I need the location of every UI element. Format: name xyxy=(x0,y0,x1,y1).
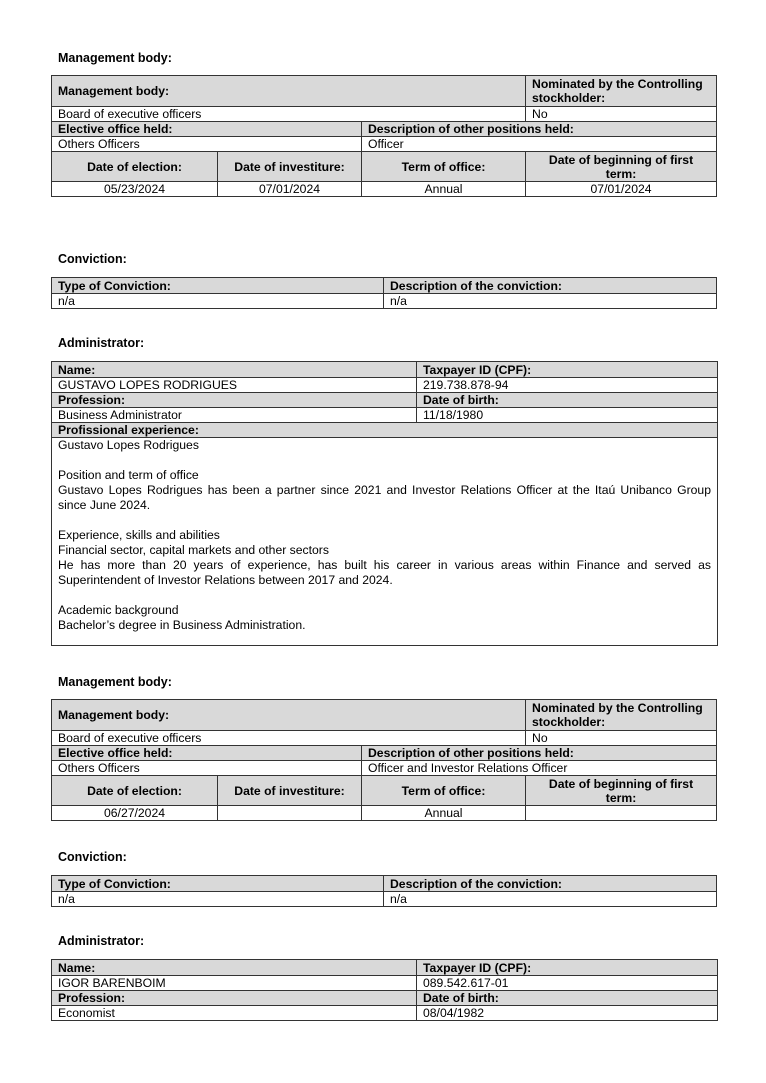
conviction-type-label: Type of Conviction: xyxy=(52,278,384,294)
conviction-table-1 xyxy=(51,277,717,309)
nominated-label: Nominated by the Controlling stockholder: xyxy=(526,700,717,731)
election-label: Date of election: xyxy=(52,152,218,182)
nominated-label: Nominated by the Controlling stockholder: xyxy=(526,76,717,107)
other-positions-value: Officer xyxy=(362,137,717,152)
profession-value: Economist xyxy=(52,1006,417,1021)
birth-label: Date of birth: xyxy=(417,991,718,1006)
administrator-table-2 xyxy=(51,959,718,1021)
conviction-table-2 xyxy=(51,875,717,907)
cpf-value: 219.738.878-94 xyxy=(417,378,718,393)
election-value: 06/27/2024 xyxy=(52,806,218,821)
term-label: Term of office: xyxy=(362,776,526,806)
management-body-table-2 xyxy=(51,699,717,821)
first-term-value xyxy=(526,806,717,821)
mgmt-label: Management body: xyxy=(52,76,526,107)
other-positions-label: Description of other positions held: xyxy=(362,122,717,137)
name-label: Name: xyxy=(52,960,417,976)
elective-label: Elective office held: xyxy=(52,746,362,761)
investiture-label: Date of investiture: xyxy=(218,776,362,806)
profession-label: Profession: xyxy=(52,393,417,408)
first-term-label: Date of beginning of first term: xyxy=(526,776,717,806)
birth-value: 11/18/1980 xyxy=(417,408,718,423)
term-value: Annual xyxy=(362,182,526,197)
exp-skills-sub: Financial sector, capital markets and other sectors xyxy=(58,543,329,557)
exp-academic-text: Bachelor’s degree in Business Administration. xyxy=(58,618,306,632)
name-label: Name: xyxy=(52,362,417,378)
conviction-heading-1: Conviction: xyxy=(58,252,127,266)
administrator-heading-1: Administrator: xyxy=(58,336,145,350)
cpf-label: Taxpayer ID (CPF): xyxy=(417,362,718,378)
term-value: Annual xyxy=(362,806,526,821)
cpf-label: Taxpayer ID (CPF): xyxy=(417,960,718,976)
conviction-desc-label: Description of the conviction: xyxy=(384,278,717,294)
experience-label: Profissional experience: xyxy=(52,423,718,438)
elective-label: Elective office held: xyxy=(52,122,362,137)
management-body-heading-1: Management body: xyxy=(58,51,172,65)
profession-label: Profession: xyxy=(52,991,417,1006)
first-term-label: Date of beginning of first term: xyxy=(526,152,717,182)
cpf-value: 089.542.617-01 xyxy=(417,976,718,991)
other-positions-value: Officer and Investor Relations Officer xyxy=(362,761,717,776)
exp-name: Gustavo Lopes Rodrigues xyxy=(58,438,199,452)
elective-value: Others Officers xyxy=(52,761,362,776)
administrator-table-1 xyxy=(51,361,718,646)
management-body-heading-2: Management body: xyxy=(58,675,172,689)
experience-text xyxy=(52,438,718,646)
election-value: 05/23/2024 xyxy=(52,182,218,197)
term-label: Term of office: xyxy=(362,152,526,182)
investiture-value: 07/01/2024 xyxy=(218,182,362,197)
investiture-value xyxy=(218,806,362,821)
mgmt-value: Board of executive officers xyxy=(52,731,526,746)
administrator-heading-2: Administrator: xyxy=(58,934,145,948)
conviction-desc-label: Description of the conviction: xyxy=(384,876,717,892)
birth-label: Date of birth: xyxy=(417,393,718,408)
conviction-heading-2: Conviction: xyxy=(58,850,127,864)
other-positions-label: Description of other positions held: xyxy=(362,746,717,761)
exp-position-title: Position and term of office xyxy=(58,468,199,482)
election-label: Date of election: xyxy=(52,776,218,806)
profession-value: Business Administrator xyxy=(52,408,417,423)
first-term-value: 07/01/2024 xyxy=(526,182,717,197)
conviction-desc-value: n/a xyxy=(384,892,717,907)
conviction-desc-value: n/a xyxy=(384,294,717,309)
exp-academic-title: Academic background xyxy=(58,603,179,617)
name-value: IGOR BARENBOIM xyxy=(52,976,417,991)
elective-value: Others Officers xyxy=(52,137,362,152)
mgmt-value: Board of executive officers xyxy=(52,107,526,122)
conviction-type-value: n/a xyxy=(52,294,384,309)
nominated-value: No xyxy=(526,107,717,122)
management-body-table-1 xyxy=(51,75,717,197)
nominated-value: No xyxy=(526,731,717,746)
investiture-label: Date of investiture: xyxy=(218,152,362,182)
birth-value: 08/04/1982 xyxy=(417,1006,718,1021)
conviction-type-label: Type of Conviction: xyxy=(52,876,384,892)
conviction-type-value: n/a xyxy=(52,892,384,907)
mgmt-label: Management body: xyxy=(52,700,526,731)
name-value: GUSTAVO LOPES RODRIGUES xyxy=(52,378,417,393)
exp-position-text: Gustavo Lopes Rodrigues has been a partner since 2021 and Investor Relations Officer at the Itaú Unibanco Group since June 2024. xyxy=(58,483,711,512)
exp-skills-text: He has more than 20 years of experience, has built his career in various areas within Finance and served as Superintendent of Investor Relations between 2017 and 2024. xyxy=(58,558,711,587)
exp-skills-title: Experience, skills and abilities xyxy=(58,528,220,542)
